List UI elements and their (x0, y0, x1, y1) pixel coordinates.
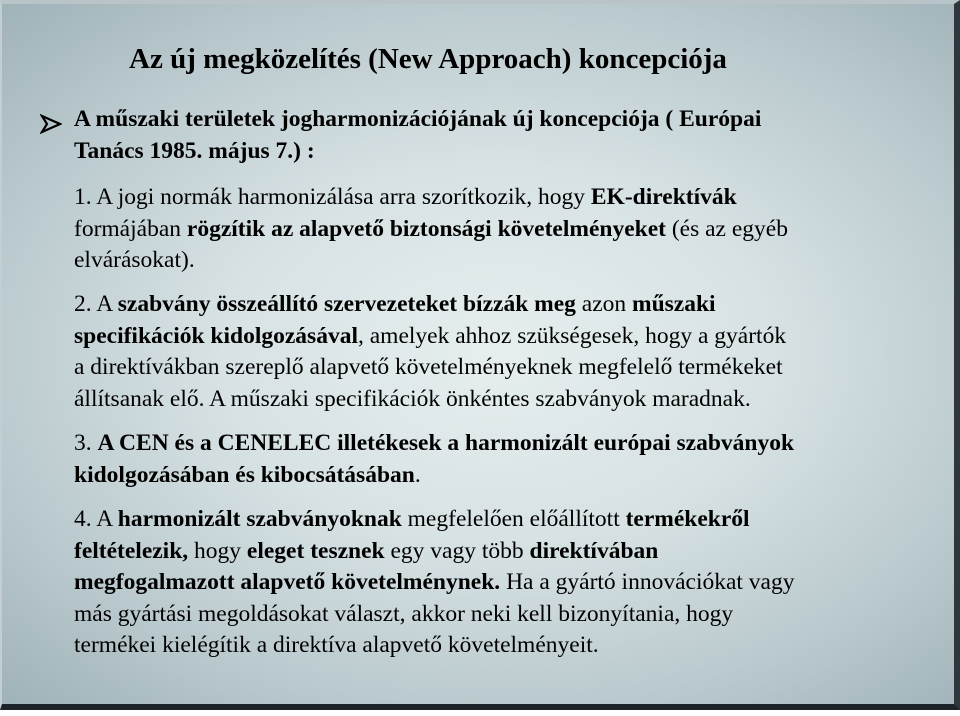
paragraph-line (74, 352, 944, 384)
paragraph-line (74, 428, 944, 460)
point-2-paragraph (74, 289, 944, 415)
bold-run: eleget tesznek (246, 537, 385, 564)
arrowhead-bullet-icon (40, 114, 62, 134)
paragraph-line (74, 504, 944, 536)
paragraph-line (74, 567, 944, 599)
bold-run: megfogalmazott alapvető követelménynek. (74, 569, 501, 595)
paragraph-line (74, 214, 944, 246)
paragraph-line (74, 460, 944, 492)
bold-run: A CEN és a CENELEC illetékesek a harmonizált európai szabványok (97, 430, 795, 456)
paragraph-line (74, 182, 944, 214)
bold-run: EK-direktívák (590, 184, 737, 210)
paragraph-line (74, 599, 944, 631)
text-run: , amelyek ahhoz szükségesek, hogy a gyártók (358, 322, 787, 349)
bold-run: feltételezik, (74, 537, 189, 564)
point-3-paragraph (74, 428, 944, 491)
paragraph-line (74, 289, 944, 321)
bold-run: direktívában (529, 537, 659, 564)
bold-run: kidolgozásában és kibocsátásában (74, 461, 415, 488)
text-run: formájában (74, 215, 187, 242)
text-run: . (414, 461, 421, 488)
intro-text: Tanács 1985. május 7.) : (74, 137, 315, 164)
text-run: 3. (74, 430, 98, 456)
text-run: állítsanak elő. A műszaki specifikációk önkéntes szabványok maradnak. (74, 385, 751, 412)
point-4-paragraph (74, 504, 944, 662)
bold-run: rögzítik az alapvető biztonsági követelményeket (186, 215, 666, 242)
text-run: Ha a gyártó innovációkat vagy (500, 569, 795, 595)
slide-title: Az új megközelítés (New Approach) koncepciója (129, 43, 727, 75)
text-run: egy vagy több (384, 537, 530, 564)
paragraph-line (74, 245, 944, 277)
intro-line (74, 136, 944, 168)
bold-run: harmonizált szabványoknak (117, 506, 402, 532)
text-run: hogy (188, 537, 247, 564)
paragraph-line (74, 630, 944, 662)
intro-line (74, 104, 944, 136)
text-run: 4. A (74, 506, 118, 532)
bold-run: termékekről (625, 506, 750, 532)
paragraph-line (74, 536, 944, 568)
bold-run: specifikációk kidolgozásával (74, 322, 358, 349)
intro-text: A műszaki területek jogharmonizációjának új koncepciója ( Európai (74, 106, 762, 132)
text-run: más gyártási megoldásokat választ, akkor neki kell bizonyítania, hogy (74, 600, 734, 627)
text-run: azon (575, 291, 633, 317)
paragraph-line (74, 321, 944, 353)
paragraph-line (74, 384, 944, 416)
text-run: (és az egyéb (665, 215, 788, 242)
text-run: elvárásokat). (74, 247, 195, 273)
intro-paragraph (74, 104, 944, 167)
text-run: termékei kielégítik a direktíva alapvető követelményeit. (74, 632, 599, 658)
point-1-paragraph (74, 182, 944, 277)
bold-run: szabvány összeállító szervezeteket bízzák meg (117, 291, 576, 317)
text-run: a direktívákban szereplő alapvető követelményeknek megfelelő termékeket (74, 354, 783, 380)
bold-run: műszaki (632, 291, 716, 317)
text-run: 2. A (74, 291, 118, 317)
text-run: megfelelően előállított (401, 506, 626, 532)
text-run: 1. A jogi normák harmonizálása arra szorítkozik, hogy (74, 184, 591, 210)
